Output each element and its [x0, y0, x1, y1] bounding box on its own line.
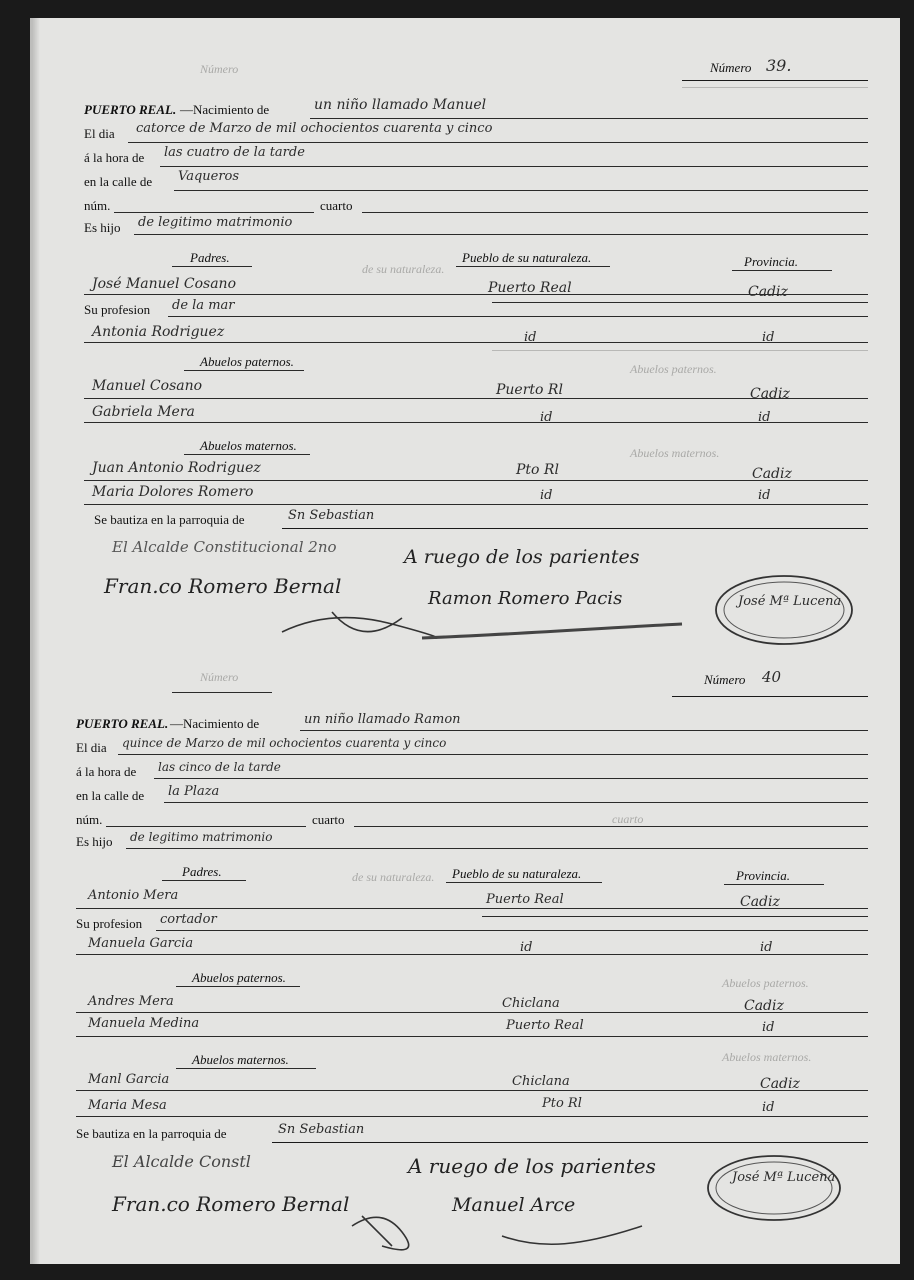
signature-manuel-arce: Manuel Arce	[452, 1194, 576, 1216]
rubric-seal-2	[698, 1148, 848, 1228]
abuelo-materno-1-2: Manl Garcia	[88, 1072, 170, 1087]
bautiza-value-2: Sn Sebastian	[278, 1122, 365, 1137]
profesion-value-2: cortador	[160, 912, 217, 927]
numero-value: 39.	[766, 56, 792, 75]
abuela-paterna-2-provincia-2: id	[762, 1020, 775, 1035]
bleed-through-numero-2: Número	[200, 670, 239, 684]
hijo-value-2: de legitimo matrimonio	[130, 830, 273, 844]
hora-value-2: las cinco de la tarde	[158, 760, 281, 774]
dia-label: El dia	[84, 126, 115, 141]
bleed-through-abuelos-maternos-2: Abuelos maternos.	[722, 1050, 812, 1064]
madre-pueblo-2: id	[520, 940, 533, 955]
signature-ramon-romero: Ramon Romero Pacis	[428, 588, 623, 609]
madre-pueblo: id	[524, 330, 537, 345]
numero-label: Número	[710, 60, 752, 75]
bleed-through-naturaleza: de su naturaleza.	[362, 262, 445, 276]
nacimiento-label: —Nacimiento de	[180, 102, 270, 117]
hora-value: las cuatro de la tarde	[164, 145, 305, 160]
pueblo-label: Pueblo de su naturaleza.	[462, 250, 592, 265]
abuela-materna-2-2: Maria Mesa	[88, 1098, 167, 1113]
bleed-through-abuelos-paternos: Abuelos paternos.	[630, 362, 717, 376]
signature-a-ruego: A ruego de los parientes	[404, 546, 640, 568]
abuelo-paterno-1: Manuel Cosano	[92, 378, 203, 394]
num-label-2: núm.	[76, 812, 103, 827]
numero-label-2: Número	[704, 672, 746, 687]
provincia-label-2: Provincia.	[736, 868, 791, 883]
hora-label: á la hora de	[84, 150, 145, 165]
bleed-through-abuelos-maternos: Abuelos maternos.	[630, 446, 720, 460]
profesion-value: de la mar	[172, 298, 235, 313]
register-page	[30, 18, 900, 1264]
bleed-through-naturaleza-2: de su naturaleza.	[352, 870, 435, 884]
hijo-label: Es hijo	[84, 220, 121, 235]
calle-value-2: la Plaza	[168, 784, 220, 799]
nacimiento-value-2: un niño llamado Ramon	[304, 712, 461, 727]
num-label: núm.	[84, 198, 111, 213]
abuelo-materno-1: Juan Antonio Rodriguez	[92, 460, 261, 476]
seal-text: José Mª Lucena	[738, 594, 842, 609]
abuela-paterna-2-pueblo: id	[540, 410, 553, 425]
calle-label: en la calle de	[84, 174, 153, 189]
abuela-materna-2-pueblo: id	[540, 488, 553, 503]
padre-pueblo-2: Puerto Real	[486, 892, 564, 907]
page-fold	[32, 18, 40, 1264]
abuelo-materno-1-provincia: Cadiz	[752, 466, 792, 482]
provincia-label: Provincia.	[744, 254, 799, 269]
hijo-value: de legitimo matrimonio	[138, 215, 293, 230]
abuelo-paterno-1-pueblo: Puerto Rl	[496, 382, 563, 398]
madre-provincia-2: id	[760, 940, 773, 955]
signature-a-ruego-2: A ruego de los parientes	[408, 1154, 656, 1178]
abuelos-paternos-label-2: Abuelos paternos.	[192, 970, 286, 985]
abuela-paterna-2-provincia: id	[758, 410, 771, 425]
abuelo-paterno-1-2: Andres Mera	[88, 994, 174, 1009]
town-label-2: PUERTO REAL.	[76, 716, 169, 731]
bleed-through-cuarto: cuarto	[612, 812, 644, 826]
abuelo-materno-1-pueblo-2: Chiclana	[512, 1074, 570, 1089]
abuela-paterna-2-2: Manuela Medina	[88, 1016, 200, 1031]
abuela-materna-2-provincia-2: id	[762, 1100, 775, 1115]
pueblo-label-2: Pueblo de su naturaleza.	[452, 866, 582, 881]
cuarto-label-2: cuarto	[312, 812, 345, 827]
abuela-materna-2: Maria Dolores Romero	[92, 484, 254, 500]
bautiza-label-2: Se bautiza en la parroquia de	[76, 1126, 227, 1141]
abuelos-maternos-label-2: Abuelos maternos.	[192, 1052, 289, 1067]
numero-value-2: 40	[762, 668, 782, 686]
abuelo-paterno-1-provincia-2: Cadiz	[744, 998, 784, 1014]
bautiza-label: Se bautiza en la parroquia de	[94, 512, 245, 527]
calle-value: Vaqueros	[178, 169, 240, 184]
rubric-seal	[708, 570, 858, 650]
madre-name-2: Manuela Garcia	[88, 936, 194, 951]
padre-name-2: Antonio Mera	[88, 888, 179, 903]
abuelos-maternos-label: Abuelos maternos.	[200, 438, 297, 453]
signature-romero-bernal-2: Fran.co Romero Bernal	[112, 1192, 350, 1216]
hijo-label-2: Es hijo	[76, 834, 113, 849]
signature-alcalde-title: El Alcalde Constitucional 2no	[112, 538, 337, 556]
abuela-materna-2-pueblo-2: Pto Rl	[542, 1096, 582, 1111]
nacimiento-label-2: —Nacimiento de	[170, 716, 260, 731]
madre-name: Antonia Rodriguez	[92, 324, 225, 340]
signature-alcalde-title-2: El Alcalde Constl	[112, 1152, 251, 1171]
abuelo-materno-1-provincia-2: Cadiz	[760, 1076, 800, 1092]
abuelo-paterno-1-provincia: Cadiz	[750, 386, 790, 402]
padres-label: Padres.	[190, 250, 230, 265]
bleed-through-abuelos-paternos-2: Abuelos paternos.	[722, 976, 809, 990]
signature-romero-bernal: Fran.co Romero Bernal	[104, 574, 342, 598]
bleed-through-numero: Número	[200, 62, 239, 76]
cuarto-label: cuarto	[320, 198, 353, 213]
signature-flourish	[272, 588, 692, 648]
nacimiento-value: un niño llamado Manuel	[314, 97, 487, 113]
padre-provincia-2: Cadiz	[740, 894, 780, 910]
padre-name: José Manuel Cosano	[92, 276, 237, 292]
town-label: PUERTO REAL.	[84, 102, 177, 117]
dia-value-2: quince de Marzo de mil ochocientos cuarenta y cinco	[122, 736, 447, 750]
abuelo-materno-1-pueblo: Pto Rl	[516, 462, 559, 478]
dia-label-2: El dia	[76, 740, 107, 755]
abuela-materna-2-provincia: id	[758, 488, 771, 503]
seal-text-2: José Mª Lucena	[732, 1170, 836, 1185]
profesion-label-2: Su profesion	[76, 916, 143, 931]
abuelo-paterno-1-pueblo-2: Chiclana	[502, 996, 560, 1011]
abuela-paterna-2: Gabriela Mera	[92, 404, 195, 420]
padre-pueblo: Puerto Real	[488, 280, 572, 296]
abuelos-paternos-label: Abuelos paternos.	[200, 354, 294, 369]
dia-value: catorce de Marzo de mil ochocientos cuarenta y cinco	[136, 121, 493, 136]
profesion-label: Su profesion	[84, 302, 151, 317]
signature-flourish-2	[342, 1206, 682, 1252]
hora-label-2: á la hora de	[76, 764, 137, 779]
calle-label-2: en la calle de	[76, 788, 145, 803]
padre-provincia: Cadiz	[748, 284, 788, 300]
madre-provincia: id	[762, 330, 775, 345]
padres-label-2: Padres.	[182, 864, 222, 879]
bautiza-value: Sn Sebastian	[288, 508, 375, 523]
abuela-paterna-2-pueblo-2: Puerto Real	[506, 1018, 584, 1033]
